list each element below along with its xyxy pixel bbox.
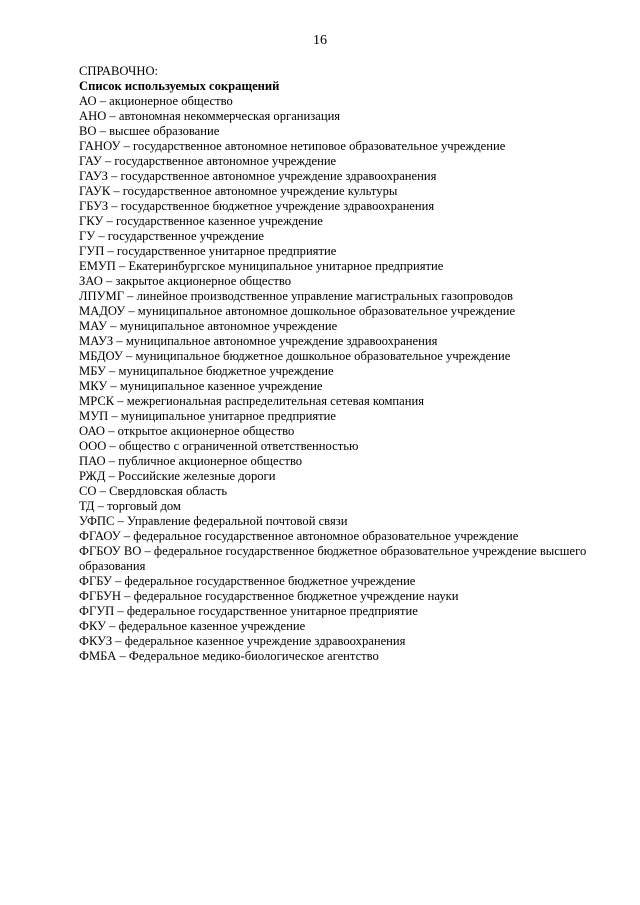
list-item: МКУ – муниципальное казенное учреждение	[79, 379, 323, 393]
list-item: МРСК – межрегиональная распределительная сетевая компания	[79, 394, 425, 408]
list-item: АО – акционерное общество	[79, 94, 233, 108]
abbreviation-list	[79, 94, 619, 664]
list-item: МУП – муниципальное унитарное предприятие	[79, 409, 336, 423]
list-item: ФМБА – Федеральное медико-биологическое агентство	[79, 649, 379, 663]
document-body	[79, 64, 619, 664]
list-item: ООО – общество с ограниченной ответственностью	[79, 439, 359, 453]
list-item: ФКУЗ – федеральное казенное учреждение здравоохранения	[79, 634, 406, 648]
list-item: ГБУЗ – государственное бюджетное учреждение здравоохранения	[79, 199, 435, 213]
list-item: ЗАО – закрытое акционерное общество	[79, 274, 292, 288]
list-item: ЕМУП – Екатеринбургское муниципальное унитарное предприятие	[79, 259, 444, 273]
list-item: МБУ – муниципальное бюджетное учреждение	[79, 364, 334, 378]
list-item: РЖД – Российские железные дороги	[79, 469, 276, 483]
list-item: ОАО – открытое акционерное общество	[79, 424, 295, 438]
list-item: ФГБУ – федеральное государственное бюджетное учреждение	[79, 574, 416, 588]
list-item: ГАУ – государственное автономное учреждение	[79, 154, 337, 168]
list-item: МАДОУ – муниципальное автономное дошкольное образовательное учреждение	[79, 304, 516, 318]
list-item: ГАУЗ – государственное автономное учреждение здравоохранения	[79, 169, 437, 183]
list-item: ФГАОУ – федеральное государственное автономное образовательное учреждение	[79, 529, 519, 543]
list-item: ВО – высшее образование	[79, 124, 220, 138]
list-item: ЛПУМГ – линейное производственное управление магистральных газопроводов	[79, 289, 513, 303]
list-item: ФКУ – федеральное казенное учреждение	[79, 619, 306, 633]
reference-label: СПРАВОЧНО:	[79, 64, 159, 78]
list-item: ФГУП – федеральное государственное унитарное предприятие	[79, 604, 418, 618]
list-item: ГУП – государственное унитарное предприятие	[79, 244, 337, 258]
list-item: ТД – торговый дом	[79, 499, 181, 513]
page-number: 16	[313, 33, 327, 48]
list-item: ГАНОУ – государственное автономное нетиповое образовательное учреждение	[79, 139, 506, 153]
list-item: СО – Свердловская область	[79, 484, 228, 498]
list-item: ГУ – государственное учреждение	[79, 229, 264, 243]
list-item: АНО – автономная некоммерческая организация	[79, 109, 341, 123]
list-item: ГКУ – государственное казенное учреждение	[79, 214, 323, 228]
list-item: МБДОУ – муниципальное бюджетное дошкольное образовательное учреждение	[79, 349, 511, 363]
list-item: ФГБОУ ВО – федеральное государственное бюджетное образовательное учреждение высшего образования	[79, 544, 587, 573]
list-item: ФГБУН – федеральное государственное бюджетное учреждение науки	[79, 589, 459, 603]
list-item: ПАО – публичное акционерное общество	[79, 454, 303, 468]
list-item: УФПС – Управление федеральной почтовой связи	[79, 514, 348, 528]
list-title: Список используемых сокращений	[79, 79, 280, 93]
list-item: МАУ – муниципальное автономное учреждение	[79, 319, 338, 333]
list-item: ГАУК – государственное автономное учреждение культуры	[79, 184, 398, 198]
list-item: МАУЗ – муниципальное автономное учреждение здравоохранения	[79, 334, 438, 348]
